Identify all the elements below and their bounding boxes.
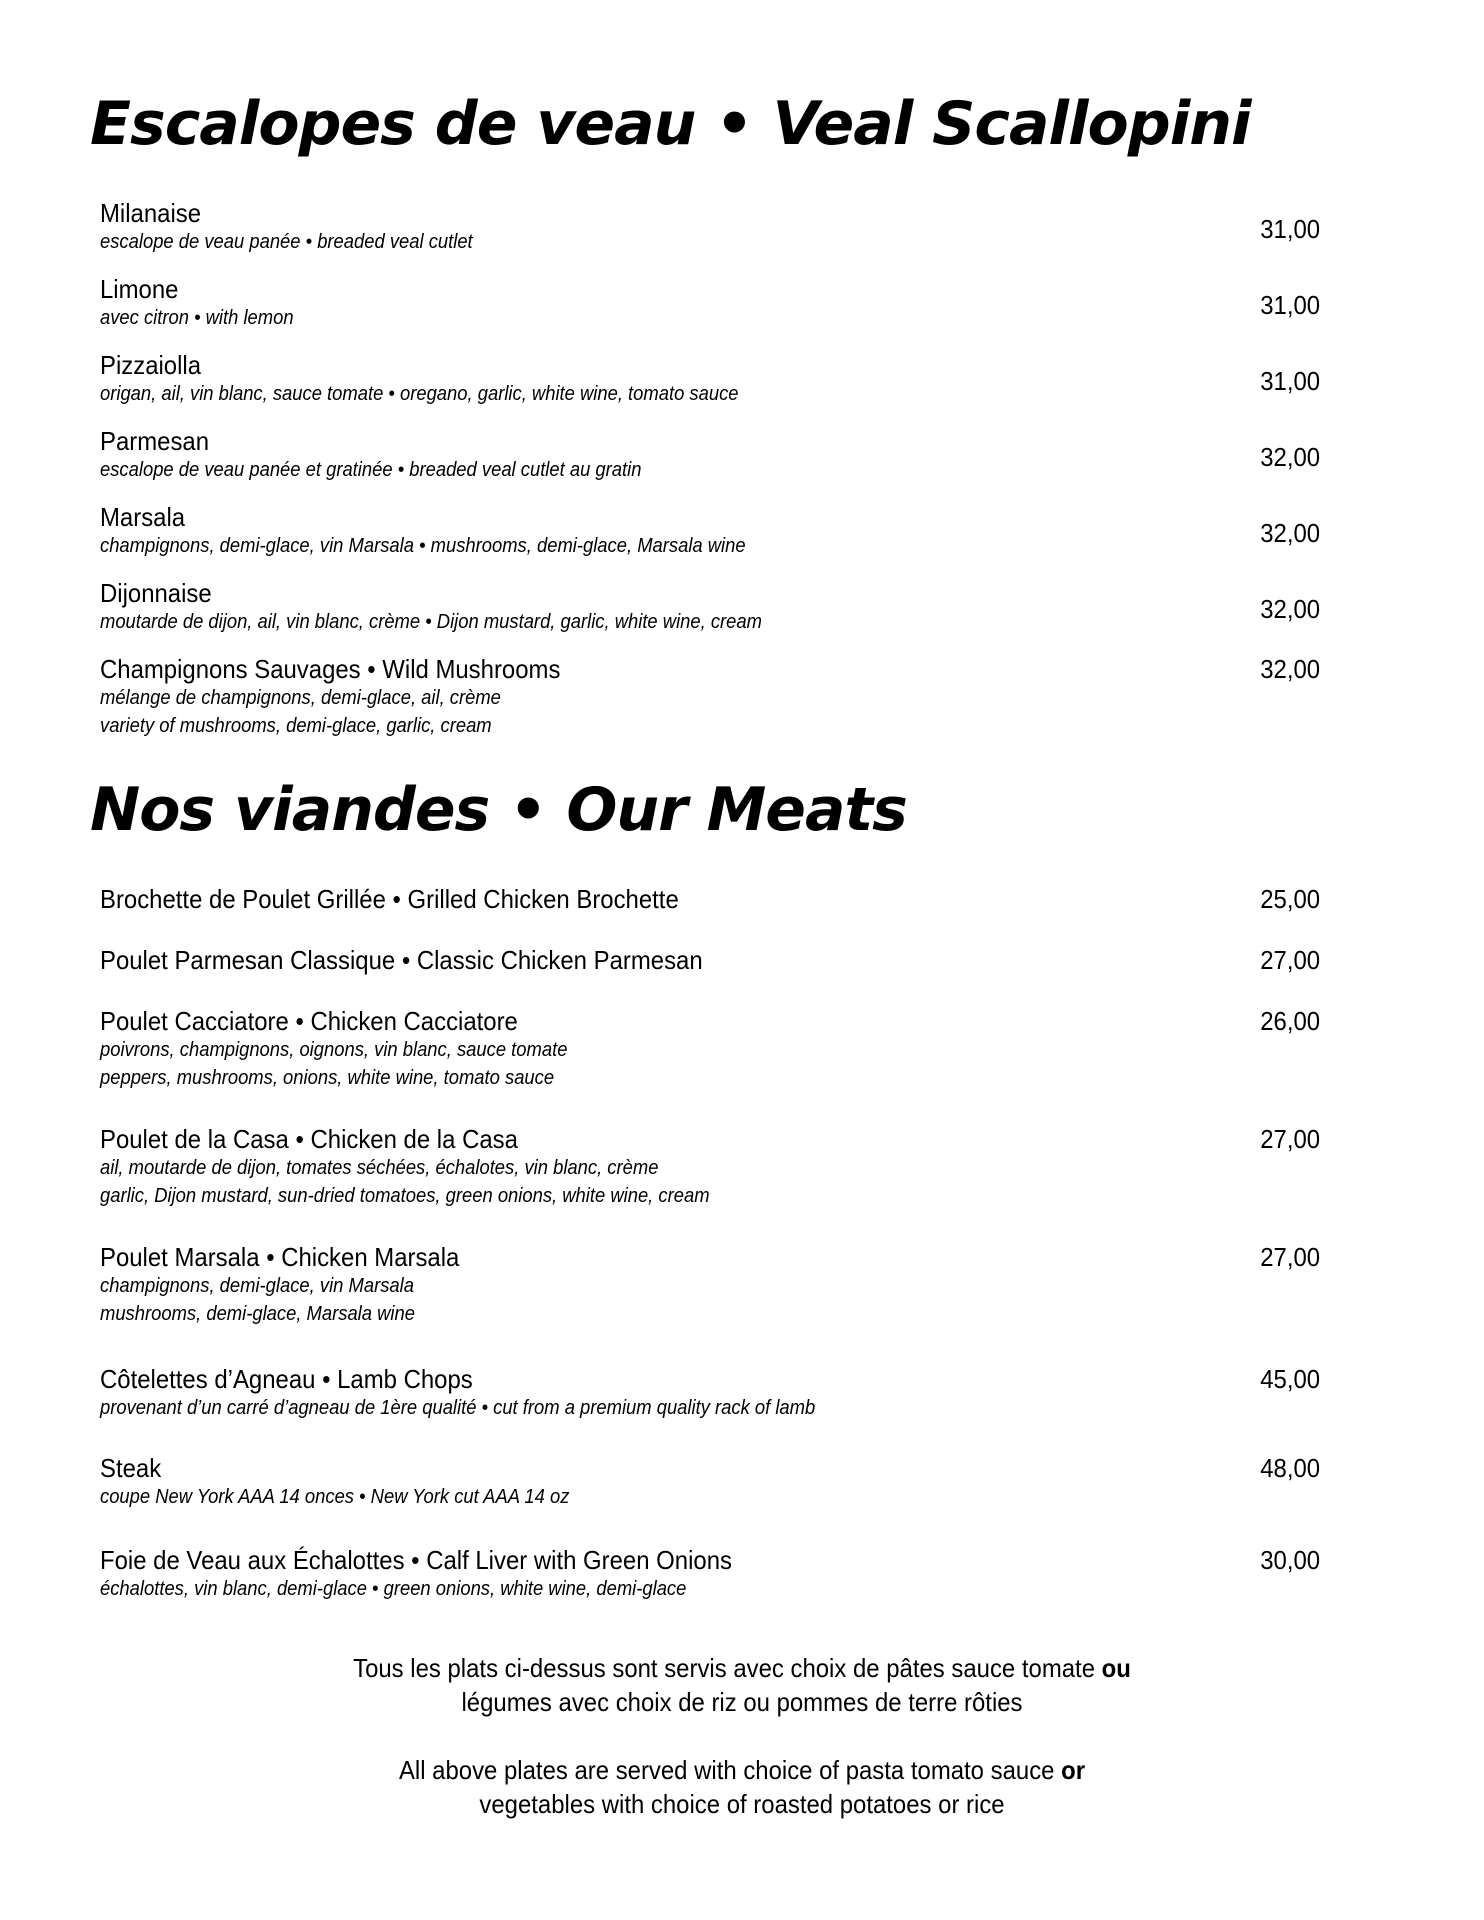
item-name: Poulet Parmesan Classique • Classic Chicken Parmesan	[100, 945, 703, 975]
footer-french-text: Tous les plats ci-dessus sont servis avec choix de pâtes sauce tomate	[353, 1653, 1102, 1683]
item-price: 31,00	[1260, 290, 1320, 320]
item-price: 32,00	[1260, 442, 1320, 472]
menu-item-milanaise	[100, 198, 1320, 256]
footer-french-line-2: légumes avec choix de riz ou pommes de terre rôties	[461, 1687, 1023, 1717]
item-description: avec citron • with lemon	[100, 307, 294, 329]
item-description: provenant d’un carré d’agneau de 1ère qualité • cut from a premium quality rack of lamb	[100, 1397, 816, 1419]
item-description: champignons, demi-glace, vin Marsala • mushrooms, demi-glace, Marsala wine	[100, 535, 746, 557]
item-description: coupe New York AAA 14 onces • New York cut AAA 14 oz	[100, 1486, 570, 1508]
item-description: mélange de champignons, demi-glace, ail, crème	[100, 687, 501, 709]
veal-section-title: Escalopes de veau • Veal Scallopini	[90, 89, 1251, 159]
item-description: moutarde de dijon, ail, vin blanc, crème • Dijon mustard, garlic, white wine, cream	[100, 611, 762, 633]
item-name: Côtelettes d’Agneau • Lamb Chops	[100, 1364, 473, 1394]
item-name: Poulet de la Casa • Chicken de la Casa	[100, 1124, 518, 1154]
item-description: poivrons, champignons, oignons, vin blanc, sauce tomate	[100, 1039, 568, 1061]
footer-french-bold: ou	[1101, 1653, 1131, 1683]
item-price: 45,00	[1260, 1364, 1320, 1394]
menu-item-chicken-parmesan	[100, 945, 1320, 975]
footer-english-line-1	[59, 1753, 1424, 1787]
item-description: escalope de veau panée et gratinée • breaded veal cutlet au gratin	[100, 459, 642, 481]
item-name: Champignons Sauvages • Wild Mushrooms	[100, 654, 561, 684]
item-description: escalope de veau panée • breaded veal cutlet	[100, 231, 473, 253]
menu-item-lamb-chops	[100, 1364, 1320, 1422]
item-name: Steak	[100, 1453, 162, 1483]
item-price: 31,00	[1260, 214, 1320, 244]
item-description-english: peppers, mushrooms, onions, white wine, tomato sauce	[100, 1067, 555, 1089]
item-description: origan, ail, vin blanc, sauce tomate • oregano, garlic, white wine, tomato sauce	[100, 383, 739, 405]
item-name: Marsala	[100, 502, 186, 532]
item-name: Poulet Cacciatore • Chicken Cacciatore	[100, 1006, 518, 1036]
item-description: échalottes, vin blanc, demi-glace • green onions, white wine, demi-glace	[100, 1578, 687, 1600]
item-price: 27,00	[1260, 1124, 1320, 1154]
menu-item-dijonnaise	[100, 578, 1320, 636]
item-name: Pizzaiolla	[100, 350, 202, 380]
item-price: 48,00	[1260, 1453, 1320, 1483]
item-name: Limone	[100, 274, 179, 304]
item-price: 25,00	[1260, 884, 1320, 914]
item-name: Milanaise	[100, 198, 202, 228]
footer-note-english	[0, 1753, 1484, 1821]
item-name: Dijonnaise	[100, 578, 212, 608]
item-price: 32,00	[1260, 518, 1320, 548]
item-price: 30,00	[1260, 1545, 1320, 1575]
item-price: 27,00	[1260, 945, 1320, 975]
item-price: 32,00	[1260, 594, 1320, 624]
item-name: Foie de Veau aux Échalottes • Calf Liver with Green Onions	[100, 1545, 732, 1575]
menu-item-marsala	[100, 502, 1320, 560]
footer-english-line-2: vegetables with choice of roasted potatoes or rice	[479, 1789, 1005, 1819]
item-description-english: garlic, Dijon mustard, sun-dried tomatoes, green onions, white wine, cream	[100, 1185, 710, 1207]
footer-french-line-1	[59, 1651, 1424, 1685]
item-price: 31,00	[1260, 366, 1320, 396]
menu-item-chicken-de-la-casa	[100, 1124, 1320, 1210]
item-name: Brochette de Poulet Grillée • Grilled Chicken Brochette	[100, 884, 679, 914]
footer-english-bold: or	[1061, 1755, 1086, 1785]
menu-item-chicken-marsala	[100, 1242, 1320, 1328]
item-name: Poulet Marsala • Chicken Marsala	[100, 1242, 460, 1272]
menu-item-pizzaiolla	[100, 350, 1320, 408]
item-description: champignons, demi-glace, vin Marsala	[100, 1275, 414, 1297]
menu-item-chicken-brochette	[100, 884, 1320, 914]
item-price: 26,00	[1260, 1006, 1320, 1036]
menu-item-steak	[100, 1453, 1320, 1511]
item-description: ail, moutarde de dijon, tomates séchées, échalotes, vin blanc, crème	[100, 1157, 659, 1179]
footer-english-text: All above plates are served with choice of pasta tomato sauce	[398, 1755, 1062, 1785]
item-price: 32,00	[1260, 654, 1320, 684]
meats-section-title: Nos viandes • Our Meats	[90, 775, 907, 845]
item-name: Parmesan	[100, 426, 210, 456]
footer-note-french	[0, 1651, 1484, 1719]
menu-item-parmesan	[100, 426, 1320, 484]
menu-item-calf-liver	[100, 1545, 1320, 1603]
item-description-english: variety of mushrooms, demi-glace, garlic, cream	[100, 715, 492, 737]
menu-item-wild-mushrooms	[100, 654, 1320, 740]
item-price: 27,00	[1260, 1242, 1320, 1272]
menu-item-chicken-cacciatore	[100, 1006, 1320, 1092]
menu-item-limone	[100, 274, 1320, 332]
item-description-english: mushrooms, demi-glace, Marsala wine	[100, 1303, 415, 1325]
